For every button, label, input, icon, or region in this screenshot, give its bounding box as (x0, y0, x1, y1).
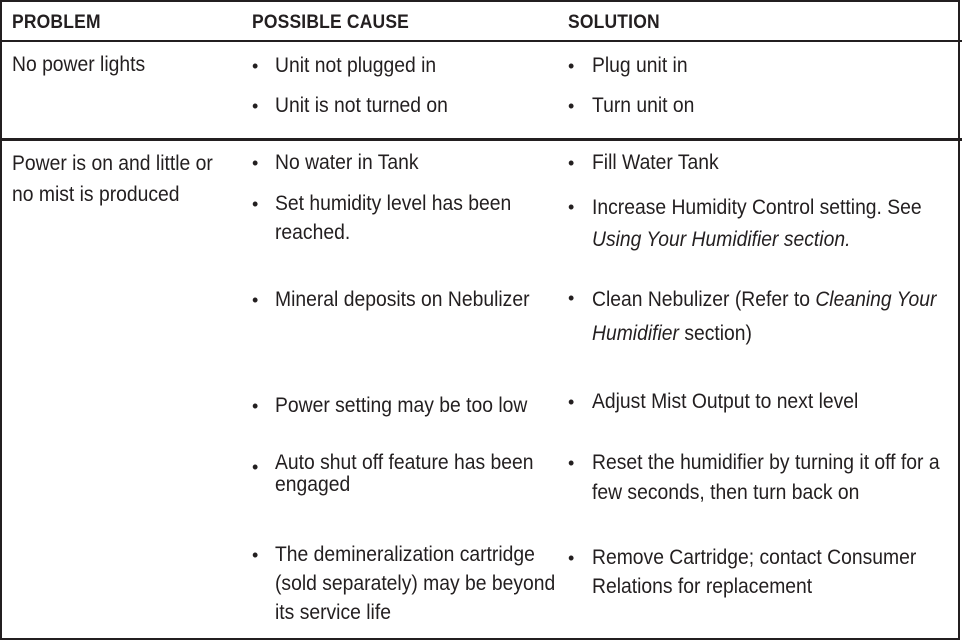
row1-cause-1: Unit not plugged in (275, 54, 437, 77)
header-possible-cause: POSSIBLE CAUSE (252, 12, 410, 33)
bullet: • (568, 96, 575, 116)
bullet: • (252, 396, 259, 416)
row1-solution-1: Plug unit in (592, 54, 688, 77)
header-problem: PROBLEM (12, 12, 101, 33)
bullet: • (252, 153, 259, 173)
row1-cause-2: Unit is not turned on (275, 94, 448, 117)
bullet: • (568, 56, 575, 76)
row2-cause-5: Auto shut off feature has been engaged (275, 451, 534, 496)
header-solution: SOLUTION (568, 12, 660, 33)
row2-solution-4: Adjust Mist Output to next level (592, 390, 859, 413)
row2-cause-2: Set humidity level has been reached. (275, 192, 512, 244)
bullet: • (568, 288, 575, 308)
row2-cause-4: Power setting may be too low (275, 394, 528, 417)
bullet: • (568, 453, 575, 473)
row2-cause-3: Mineral deposits on Nebulizer (275, 288, 530, 311)
row2-solution-2: Increase Humidity Control setting. See Using Your Humidifier section. (592, 196, 922, 251)
row2-problem: Power is on and little or no mist is produced (12, 152, 213, 206)
row2-solution-5: Reset the humidifier by turning it off for a few seconds, then turn back on (592, 451, 940, 504)
row1-problem: No power lights (12, 53, 146, 76)
row1-solution-2: Turn unit on (592, 94, 695, 117)
bullet: • (252, 194, 259, 214)
row-divider (2, 138, 962, 141)
bullet: • (568, 197, 575, 217)
bullet: • (252, 96, 259, 116)
bullet: • (252, 457, 259, 477)
bullet: • (568, 548, 575, 568)
row2-solution-1: Fill Water Tank (592, 151, 719, 174)
row2-solution-3: Clean Nebulizer (Refer to Cleaning Your Humidifier section) (592, 288, 937, 345)
row2-solution-6: Remove Cartridge; contact Consumer Relations for replacement (592, 546, 917, 598)
row2-cause-6: The demineralization cartridge (sold separately) may be beyond its service life (275, 543, 556, 624)
bullet: • (252, 56, 259, 76)
header-divider (2, 40, 962, 42)
row2-cause-1: No water in Tank (275, 151, 419, 174)
bullet: • (252, 545, 259, 565)
bullet: • (568, 392, 575, 412)
bullet: • (568, 153, 575, 173)
bullet: • (252, 290, 259, 310)
